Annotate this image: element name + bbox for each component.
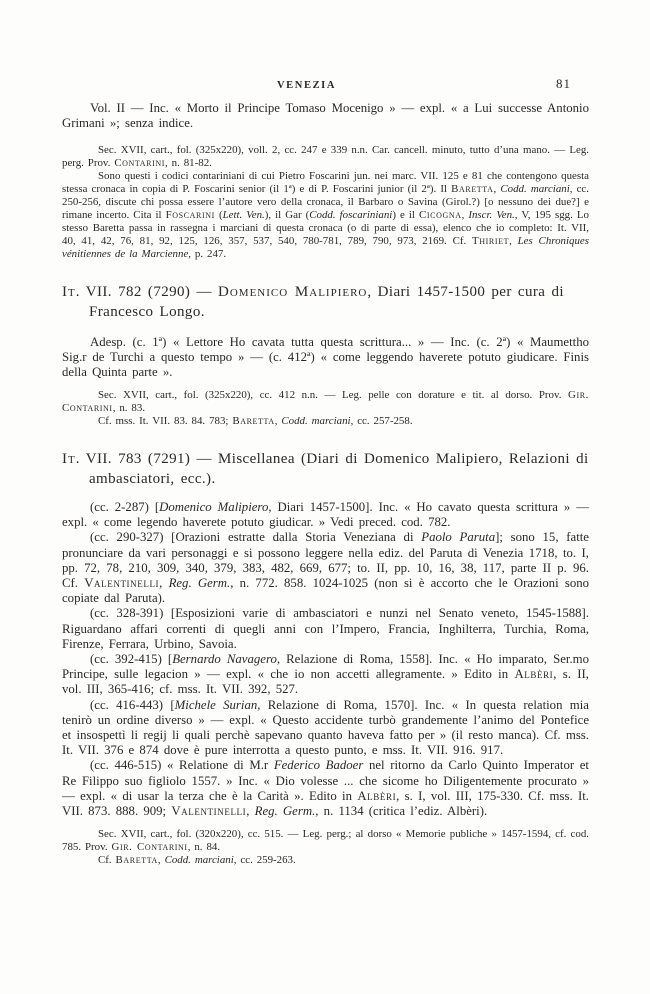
entry-783-heading: It. VII. 783 (7291) — Miscellanea (Diari di Domenico Malipiero, Relazioni di ambasciatori, ecc.).: [62, 450, 589, 487]
running-title: VENEZIA: [277, 80, 337, 91]
content-item-paragraph: (cc. 446-515) « Relatione di M.r Federico Badoer nel ritorno da Carlo Quinto Imperator et Re Filippo suo figliolo 1557. » Inc. « Dio volesse ... che sicome ho Diligentemente procurato » — expl. « di usar la terza che è la Carità ». Edito in Albèri, s. I, vol. III, 175-330. Cf. mss. It. VII. 873. 888. 909; Valentinelli, Reg. Germ., n. 1134 (critica l’ediz. Albèri).: [62, 758, 589, 818]
running-head: [62, 76, 589, 92]
content-item-paragraph: (cc. 392-415) [Bernardo Navagero, Relazione di Roma, 1558]. Inc. « Ho imparato, Ser.mo Principe, sulle legacion » — expl. « che io non accetti allegramente. » Edito in Albèri, s. II, vol. III, 365-416; cf. mss. It. VII. 392, 527.: [62, 651, 589, 697]
references-note: Cf. mss. It. VII. 83. 84. 783; Baretta, Codd. marciani, cc. 257-258.: [98, 414, 413, 427]
codicology-note: Sec. XVII, cart., fol. (320x220), cc. 515. — Leg. perg.; al dorso « Memorie publiche » 1457-1594, cf. cod. 785. Prov. Gir. Contarini, n. 84.: [62, 828, 589, 854]
content-item-paragraph: (cc. 2-287) [Domenico Malipiero, Diari 1457-1500]. Inc. « Ho cavato questa scrittura » — expl. « come legendo haverete potuto giudicar. » Vedi preced. cod. 782.: [62, 499, 589, 530]
references-note: Cf. Baretta, Codd. marciani, cc. 259-263.: [98, 853, 296, 866]
codicology-note: Sec. XVII, cart., fol. (325x220), voll. 2, cc. 247 e 339 n.n. Car. cancell. minuto, tutto d’una mano. — Leg. perg. Prov. Contarini, n. 81-82.: [62, 144, 589, 170]
page-content: [62, 76, 589, 867]
content-item-paragraph: (cc. 290-327) [Orazioni estratte dalla Storia Veneziana di Paolo Paruta]; sono 15, fatte pronunciare da vari personaggi e si possono leggere nella ediz. del Paruta di Venezia 1718, to. I, pp. 72, 78, 210, 309, 340, 379, 383, 482, 669, 677; to. II, pp. 10, 16, 38, 117, parte II p. 96. Cf. Valentinelli, Reg. Germ., n. 772. 858. 1024-1025 (non si è accorto che le Orazioni sono copiate dal Paruta).: [62, 530, 590, 606]
entry-783-fine-print: [62, 828, 589, 867]
entry-782: [62, 282, 589, 428]
entry-previous: [62, 101, 589, 261]
content-item-paragraph: (cc. 328-391) [Esposizioni varie di ambasciatori e nunzi nel Senato veneto, 1545-1588]. Riguardano affari correnti di quegli anni con l’Impero, Francia, Inghilterra, Turchia, Roma, Firenze, Ferrara, Urbino, Savoia.: [62, 606, 589, 651]
codicology-note: Sec. XVII, cart., fol. (325x220), cc. 412 n.n. — Leg. pelle con dorature e tit. al dorso. Prov. Gir. Contarini, n. 83.: [62, 389, 589, 415]
entry-previous-fine-print: [62, 144, 589, 260]
commentary-note: Sono questi i codici contariniani di cui Pietro Foscarini jun. nei marc. VII. 125 e 81 che contengono questa stessa cronaca in copia di P. Foscarini senior (il 1ª) e di P. Foscarini junior (il 2ª). Il Baretta, Codd. marciani, cc. 250-256, discute chi possa essere l’autore vero della cronaca, il Barbaro o Savina (Girol.?) [o nessuno dei due?] e rimane incerto. Cita il Foscarini (Lett. Ven.), il Gar (Codd. foscariniani) e il Cicogna, Inscr. Ven., V, 195 sgg. Lo stesso Baretta passa in rassegna i marciani di questa cronaca (o di parte di essa), elenco che io completo: It. VII, 40, 41, 42, 76, 81, 92, 125, 126, 357, 537, 540, 780-781, 789, 790, 973, 2169. Cf. Thiriet, Les Chroniques vénitiennes de la Marcienne, p. 247.: [62, 170, 589, 260]
entry-782-heading: It. VII. 782 (7290) — Domenico Malipiero, Diari 1457-1500 per cura di Francesco Longo.: [62, 283, 564, 320]
entry-782-fine-print: [62, 389, 589, 428]
content-item-paragraph: (cc. 416-443) [Michele Surian, Relazione di Roma, 1570]. Inc. « In questa relation mia tenirò un ordine diverso » — expl. « Questo accidente turbò grandemente l’animo del Pontefice et insospettì li regij li quali perchè sapevano quanto haveva fatto per » (il resto manca). Cf. mss. It. VII. 376 e 874 dove è pure interrotta a questo punto, e mss. It. VII. 916. 917.: [62, 697, 589, 758]
entry-783-contents: [62, 500, 589, 819]
volume-note-paragraph: Vol. II — Inc. « Morto il Principe Tomaso Mocenigo » — expl. « a Lui successe Antonio Grimani »; senza indice.: [62, 101, 589, 131]
page-number: 81: [556, 76, 571, 91]
entry-783: [62, 449, 589, 867]
entry-782-incipit-paragraph: Adesp. (c. 1ª) « Lettore Ho cavata tutta questa scrittura... » — Inc. (c. 2ª) « Maumettho Sig.r de Turchi a questo tempo » — (c. 412ª) « come leggendo haverete potuto giudicare. Finis della Quinta parte ».: [62, 334, 589, 379]
